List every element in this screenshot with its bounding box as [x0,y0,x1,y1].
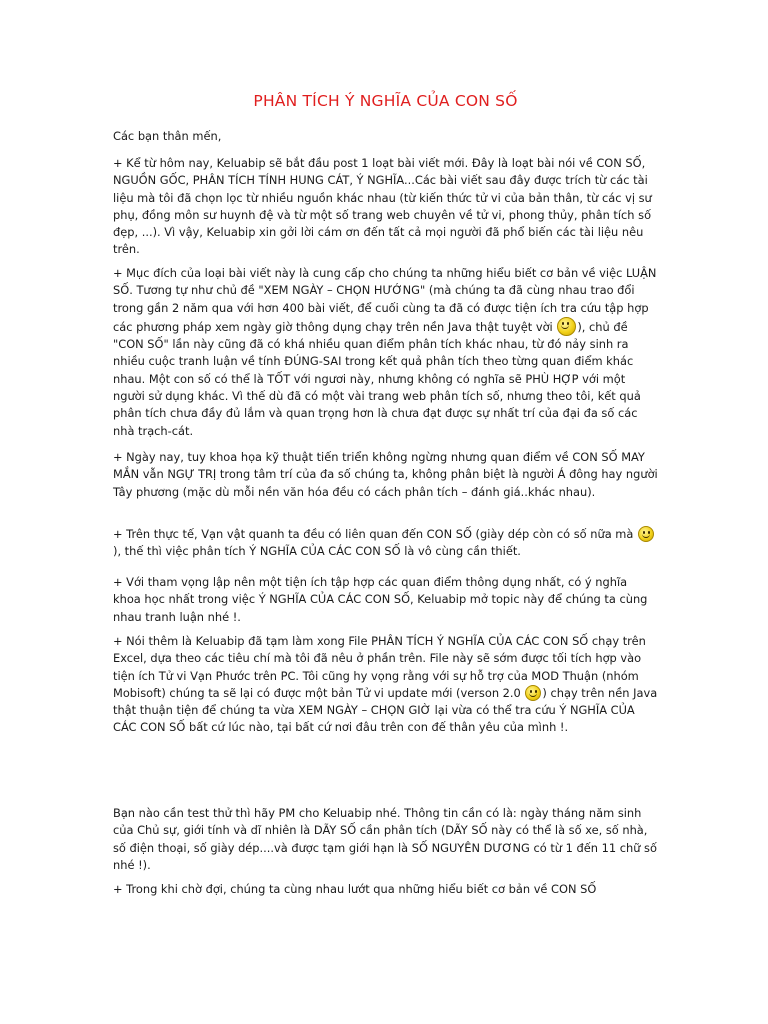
paragraph-2-part-a: + Mục đích của loại bài viết này là cung cấp cho chúng ta những hiểu biết cơ bản về việc LUẬN SỐ. Tương tự như chủ đề "XEM NGÀY – CHỌN HƯỚNG" (mà chúng ta đã cùng nhau trao đổi trong gần 2 năm qua với hơn 400 bài viết, để cuối cùng ta đã có được tiện ích tra cứu tập hợp các phương pháp xem ngày giờ thông dụng chạy trên nền Java thật tuyệt vời [113,266,657,334]
greeting: Các bạn thân mến, [113,129,222,143]
paragraph-6-part-a: + Nói thêm là Keluabip đã tạm làm xong File PHÂN TÍCH Ý NGHĨA CỦA CÁC CON SỐ chạy trên Excel, dựa theo các tiêu chí mà tôi đã nêu ở phần trên. File này sẽ sớm được tối tích hợp vào tiện ích Tử vi Vạn Phước trên PC. Tôi cũng hy vọng rằng với sự hỗ trợ của MOD Thuận (nhóm Mobisoft) chúng ta sẽ lại có được một bản Tử vi update mới (verson 2.0 [113,634,646,700]
paragraph-2 [113,265,658,440]
smiley-icon [638,526,654,542]
paragraph-1: + Kể từ hôm nay, Keluabip sẽ bắt đầu post 1 loạt bài viết mới. Đây là loạt bài nói về CON SỐ, NGUỒN GỐC, PHÂN TÍCH TÍNH HUNG CÁT, Ý NGHĨA...Các bài viết sau đây được trích từ các tài liệu mà tôi đã chọn lọc từ nhiều nguồn khác nhau (từ kiến thức tử vi của bản thân, từ các vị sư phụ, đồng môn sư huynh đệ và từ một số trang web chuyên về tử vi, phong thủy, phân tích số đẹp, ...). Vì vậy, Keluabip xin gởi lời cám ơn đến tất cả mọi người đã phổ biến các tài liệu nêu trên. [113,156,652,257]
paragraph-4 [113,526,658,561]
paragraph-6 [113,633,658,737]
paragraph-8: + Trong khi chờ đợi, chúng ta cùng nhau lướt qua những hiểu biết cơ bản về CON SỐ [113,882,597,896]
paragraph-5: + Với tham vọng lập nên một tiện ích tập hợp các quan điểm thông dụng nhất, có ý nghĩa khoa học nhất trong việc Ý NGHĨA CỦA CÁC CON SỐ, Keluabip mở topic này để chúng ta cùng nhau tranh luận nhé !. [113,575,648,624]
paragraph-3: + Ngày nay, tuy khoa họa kỹ thuật tiến triển không ngừng nhưng quan điểm về CON SỐ MAY MẮN vẫn NGỰ TRỊ trong tâm trí của đa số chúng ta, không phân biệt là người Á đông hay người Tây phương (mặc dù mỗi nền văn hóa đều có cách phân tích – đánh giá..khác nhau). [113,450,658,499]
paragraph-4-part-b: ), thế thì việc phân tích Ý NGHĨA CỦA CÁC CON SỐ là vô cùng cần thiết. [113,544,521,559]
document-title: PHÂN TÍCH Ý NGHĨA CỦA CON SỐ [253,92,518,110]
paragraph-6-part-b: ) chạy trên nền Java thật thuận tiện để chúng ta vừa XEM NGÀY – CHỌN GIỜ lại vừa có thể tra cứu Ý NGHĨA CỦA CÁC CON SỐ bất cứ lúc nào, tại bất cứ nơi đâu trên con đế thân yêu của mình !. [113,685,658,735]
paragraph-2-part-b: ), chủ đề "CON SỐ" lần này cũng đã có khá nhiều quan điểm phân tích khác nhau, từ đó nảy sinh ra nhiều cuộc tranh luận về tính ĐÚNG-SAI trong kết quả phân tích theo từng quan điểm khác nhau. Một con số có thể là TỐT với ngươi này, nhưng không có nghĩa sẽ PHÙ HỢP với một người sử dụng khác. Vì thế dù đã có một vài trang web phân tích số, nhưng theo tôi, kết quả phân tích chưa đầy đủ lắm và quan trọng hơn là chưa đạt được sự nhất trí của đại đa số các nhà trạch-cát. [113,319,641,438]
paragraph-7: Bạn nào cần test thử thì hãy PM cho Keluabip nhé. Thông tin cần có là: ngày tháng năm sinh của Chủ sự, giới tính và dĩ nhiên là DÃY SỐ cần phân tích (DÃY SỐ này có thể là số xe, số nhà, số điện thoại, số giày dép....và được tạm giới hạn là SỐ NGUYÊN DƯƠNG có từ 1 đến 11 chữ số nhé !). [113,806,657,872]
smiley-icon [525,685,541,701]
smiley-icon [557,317,576,336]
paragraph-4-part-a: + Trên thực tế, Vạn vật quanh ta đều có liên quan đến CON SỐ (giày dép còn có số nữa mà [113,527,637,541]
